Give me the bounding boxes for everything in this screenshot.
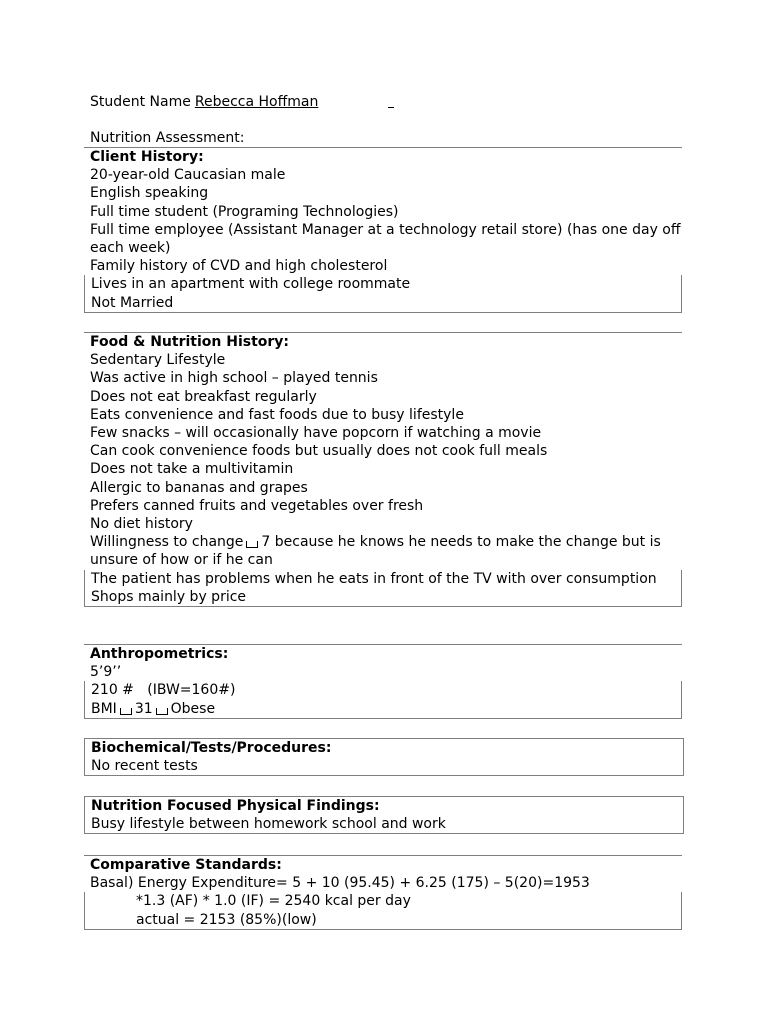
- willingness-label: Willingness to change: [90, 534, 244, 551]
- student-name-label: Student Name: [90, 94, 191, 110]
- student-name-line: [90, 93, 690, 111]
- biochemical-value: No recent tests: [91, 758, 198, 775]
- food-history-line: Allergic to bananas and grapes: [90, 479, 308, 496]
- physical-findings-value: Busy lifestyle between homework school and work: [91, 816, 446, 833]
- willingness-text: 7 because he knows he needs to make the change but is unsure of how or if he can: [90, 534, 661, 569]
- bmi-class: Obese: [170, 700, 216, 717]
- food-history-line: Does not eat breakfast regularly: [90, 388, 317, 405]
- biochemical-section: [84, 738, 684, 776]
- food-history-line: Was active in high school – played tennis: [90, 370, 378, 387]
- comparative-standards-section: [84, 855, 682, 930]
- food-history-line: Prefers canned fruits and vegetables over fresh: [90, 497, 424, 514]
- anthropometrics-section: [84, 644, 682, 719]
- food-history-line: Eats convenience and fast foods due to busy lifestyle: [90, 406, 464, 423]
- food-history-line: Shops mainly by price: [91, 588, 247, 605]
- client-history-box: [84, 275, 682, 312]
- physical-findings-title: Nutrition Focused Physical Findings:: [91, 798, 380, 814]
- bmi-value: 31: [134, 700, 153, 717]
- client-history-line: Not Married: [91, 294, 174, 311]
- document-header: [90, 93, 690, 147]
- bmi-line: [91, 700, 681, 718]
- food-history-line: Few snacks – will occasionally have popcorn if watching a movie: [90, 425, 542, 442]
- food-history-line: Does not take a multivitamin: [90, 461, 294, 478]
- food-history-line: No diet history: [90, 516, 193, 533]
- student-name-value: Rebecca Hoffman: [194, 94, 319, 110]
- energy-expenditure-line: Basal) Energy Expenditure= 5 + 10 (95.45) + 6.25 (175) – 5(20)=1953: [90, 875, 590, 892]
- client-history-line: Full time employee (Assistant Manager at a technology retail store) (has one day off each week): [90, 221, 681, 257]
- biochemical-title: Biochemical/Tests/Procedures:: [91, 740, 332, 756]
- anthropometrics-box: [84, 681, 682, 718]
- willingness-line: [90, 533, 682, 569]
- client-history-line: Lives in an apartment with college roommate: [91, 276, 411, 293]
- actual-intake-line: actual = 2153 (85%)(low): [136, 911, 317, 928]
- client-history-line: 20-year-old Caucasian male: [90, 167, 286, 184]
- client-history-line: English speaking: [90, 185, 209, 202]
- client-history-line: Full time student (Programing Technologies): [90, 203, 399, 220]
- food-history-line: The patient has problems when he eats in front of the TV with over consumption: [91, 570, 657, 587]
- assessment-heading: Nutrition Assessment:: [90, 130, 245, 147]
- comparative-standards-box: [84, 892, 682, 929]
- food-history-title: Food & Nutrition History:: [90, 334, 290, 350]
- physical-findings-section: [84, 796, 684, 834]
- blank-mark: [246, 541, 258, 548]
- client-history-section: [84, 147, 682, 313]
- weight-value: 210 # (IBW=160#): [91, 682, 236, 699]
- anthropometrics-title: Anthropometrics:: [90, 646, 229, 662]
- blank-mark: [156, 708, 168, 715]
- food-history-line: Can cook convenience foods but usually does not cook full meals: [90, 443, 548, 460]
- client-history-title: Client History:: [90, 149, 204, 165]
- blank-underline: [388, 93, 394, 108]
- bmi-label: BMI: [91, 700, 117, 717]
- height-value: 5’9’’: [90, 664, 122, 681]
- comparative-standards-title: Comparative Standards:: [90, 857, 282, 873]
- activity-factor-line: *1.3 (AF) * 1.0 (IF) = 2540 kcal per day: [136, 893, 411, 910]
- food-history-line: Sedentary Lifestyle: [90, 352, 226, 369]
- blank-mark: [120, 708, 132, 715]
- food-history-box: [84, 570, 682, 607]
- food-history-section: [84, 332, 682, 607]
- client-history-line: Family history of CVD and high cholesterol: [90, 258, 388, 275]
